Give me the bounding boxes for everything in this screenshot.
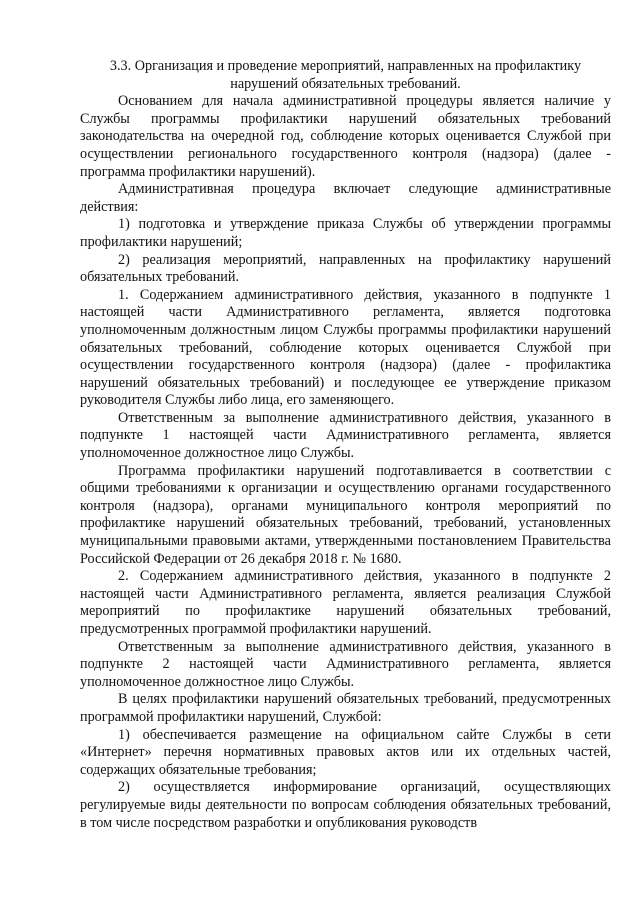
paragraph-basis: Основанием для начала административной процедуры является наличие у Службы программы профилактики нарушений обязательных требований законодательства на очередной год, соблюдение которых оценивается Службой при осуществлении регионального государственного контроля (надзора) (далее - программа профилактики нарушений). [80,93,611,180]
paragraph-action-2-responsible: Ответственным за выполнение административного действия, указанного в подпункте 2 настоящей части Административного регламента, является уполномоченное должностное лицо Службы. [80,638,611,690]
paragraph-action-1-responsible: Ответственным за выполнение административного действия, указанного в подпункте 1 настоящей части Административного регламента, является уполномоченное должностное лицо Службы. [80,409,611,462]
paragraph-procedure-intro: Административная процедура включает следующие административные действия: [80,181,611,215]
paragraph-program-requirements: Программа профилактики нарушений подготавливается в соответствии с общими требованиями к организации и осуществлению органами государственного контроля (надзора), органами муниципального контроля мероприятий по профилактике нарушений обязательных требований, требований, установленных муниципальными правовыми актами, утвержденными постановлением Правительства Российской Федерации от 26 декабря 2018 г. № 1680. [80,462,611,567]
section-heading: 3.3. Организация и проведение мероприятий, направленных на профилактику нарушений обязательных требований. [109,58,582,92]
document-page [80,58,611,832]
list-item-action-2: 2) реализация мероприятий, направленных на профилактику нарушений обязательных требований. [80,251,611,286]
paragraph-prevention-goals: В целях профилактики нарушений обязательных требований, предусмотренных программой профилактики нарушений, Службой: [80,691,611,725]
paragraph-action-2-content: 2. Содержанием административного действия, указанного в подпункте 2 настоящей части Административного регламента, является реализация Службой мероприятий по профилактике нарушений обязательных требований, предусмотренных программой профилактики нарушений. [80,568,611,637]
paragraph-action-1-content: 1. Содержанием административного действия, указанного в подпункте 1 настоящей части Административного регламента, является подготовка уполномоченным должностным лицом Службы программы профилактики нарушений обязательных требований, соблюдение которых оценивается Службой при осуществлении государственного контроля (надзора) (далее - профилактика нарушений обязательных требований) и последующее ее утверждение приказом руководителя Службы либо лица, его заменяющего. [80,286,611,409]
list-item-action-1: 1) подготовка и утверждение приказа Службы об утверждении программы профилактики нарушений; [80,216,611,250]
list-item-prevention-2: 2) осуществляется информирование организаций, осуществляющих регулируемые виды деятельности по вопросам соблюдения обязательных требований, в том числе посредством разработки и опубликования руководств [80,779,611,831]
list-item-prevention-1: 1) обеспечивается размещение на официальном сайте Службы в сети «Интернет» перечня нормативных правовых актов или их отдельных частей, содержащих обязательные требования; [80,726,611,778]
